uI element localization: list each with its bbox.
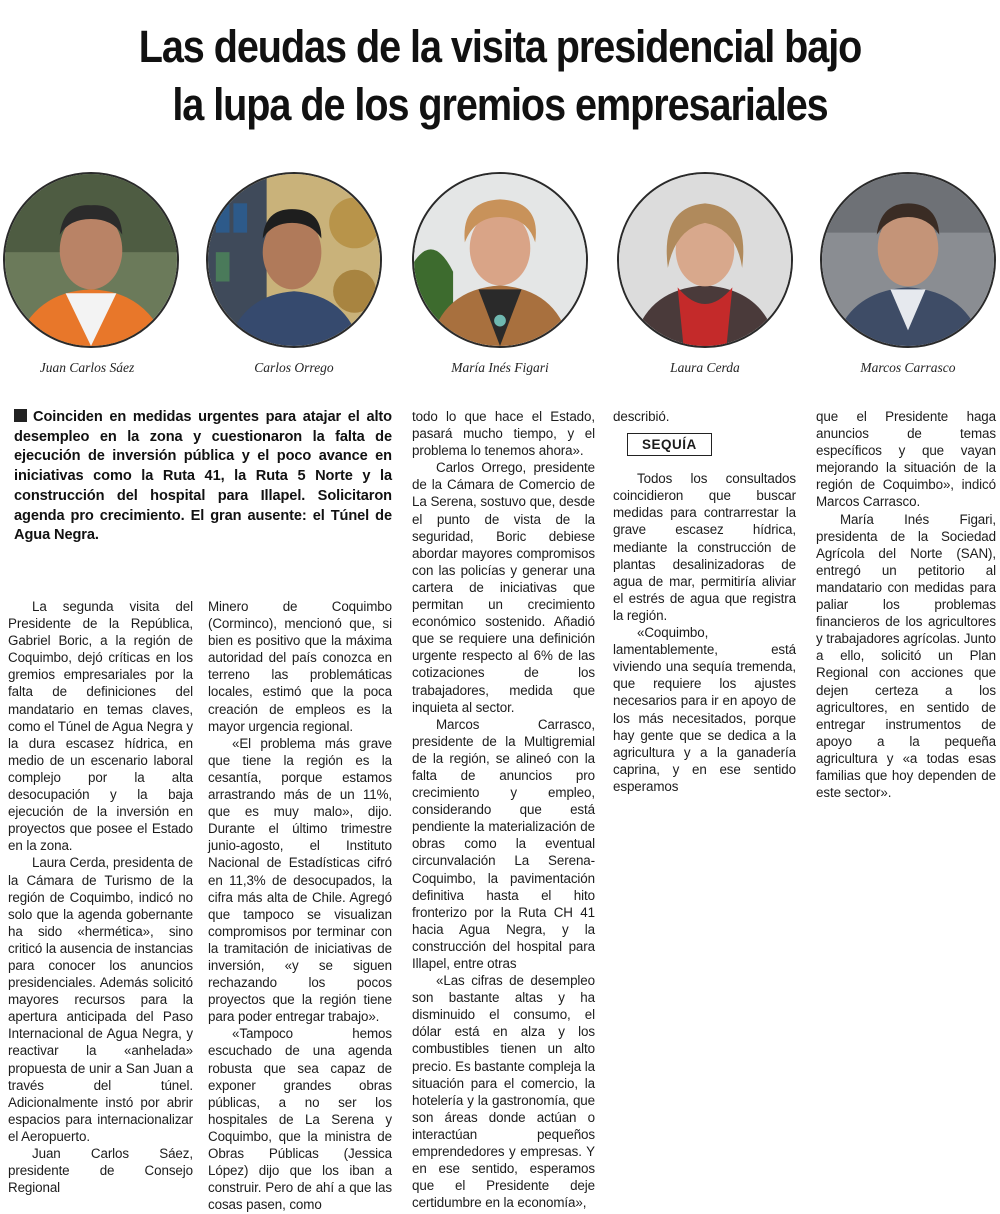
col3-paragraph-3: Marcos Carrasco, presidente de la Multigremial de la región, se alineó con la falta de anuncios pro crecimiento y empleo, considerando que está pendiente la materialización de obras como la eventual circunvalación La Serena-Coquimbo, la pavimentación definitiva hasta el hito fronterizo por la Ruta CH 41 hacia Agua Negra, y la construcción del hospital para Illapel, entre otras: [412, 716, 595, 971]
caption-carlos-orrego: Carlos Orrego: [254, 360, 334, 375]
col1-paragraph-1: La segunda visita del Presidente de la República, Gabriel Boric, a la región de Coquimbo, dejó críticas en los gremios empresariales por la falta de definiciones del mandatario en temas claves, como el Túnel de Agua Negra y la dura escasez hídrica, en medio de un escenario laboral complejo por la alta desocupación y la baja ejecución de la inversión en proyectos que posee el Estado en la zona.: [8, 599, 193, 854]
col5-paragraph-1: que el Presidente haga anuncios de temas específicos y que vayan mejorando la situación de la región de Coquimbo», indicó Marcos Carrasco.: [816, 409, 996, 510]
portrait-maria-ines-figari: [412, 172, 588, 348]
caption-maria-ines-figari: María Inés Figari: [451, 360, 549, 375]
col4-paragraph-2: «Coquimbo, lamentablemente, está viviendo una sequía tremenda, que requiere los ajustes necesarios para ir en apoyo de los más necesitados, porque hay gente que se dedica a la agricultura y a la ganadería caprina, y en ese sentido esperamos: [613, 625, 796, 794]
lead-paragraph: [14, 408, 392, 546]
headline-line-1: Las deudas de la visita presidencial bajo: [138, 21, 862, 72]
col2-paragraph-2: «El problema más grave que tiene la región es la cesantía, porque estamos arrastrando más de un 11%, que es muy malo», dijo. Durante el último trimestre junio-agosto, el Instituto Nacional de Estadísticas cifró en 11,3% de desocupados, la cifra más alta de Chile. Agregó que tampoco se visualizan compromisos por terminar con la tramitación de iniciativas de inversión, «y se siguen rechazando los pocos proyectos que la región tiene para poder entregar trabajo».: [208, 735, 392, 1025]
column-5: [816, 408, 996, 801]
col4-paragraph-1: Todos los consultados coincidieron que buscar medidas para contrarrestar la grave escasez hídrica, mediante la construcción de plantas desalinizadoras de agua de mar, permitiría aliviar el estrés de agua que registra la región.: [613, 471, 796, 623]
portrait-carlos-orrego: [206, 172, 382, 348]
headline-line-2: la lupa de los gremios empresariales: [172, 79, 828, 130]
column-4: [613, 408, 796, 795]
caption-laura-cerda: Laura Cerda: [670, 360, 740, 375]
section-heading-sequia: SEQUÍA: [627, 433, 712, 456]
lead-text: Coinciden en medidas urgentes para atajar el alto desempleo en la zona y cuestionaron la falta de ejecución de inversión pública y el poco avance en iniciativas como la Ruta 41, la Ruta 5 Norte y la construcción del hospital para Illapel. Solicitaron agenda pro crecimiento. El gran ausente: el Túnel de Agua Negra.: [14, 409, 392, 544]
col2-paragraph-3: «Tampoco hemos escuchado de una agenda robusta que sea capaz de exponer grandes obras públicas, a no ser los hospitales de La Serena y Coquimbo, que la ministra de Obras Públicas (Jessica López) dijo que los iban a construir. Pero de ahí a que las cosas pasen, como: [208, 1026, 392, 1213]
col2-paragraph-1: Minero de Coquimbo (Corminco), mencionó que, si bien es positivo que la máxima autoridad del país conozca en terreno las problemáticas locales, estimó que la poca creación de empleos es la mayor urgencia regional.: [208, 599, 392, 734]
portrait-laura-cerda: [617, 172, 793, 348]
col1-paragraph-2: Laura Cerda, presidenta de la Cámara de Turismo de la región de Coquimbo, indicó no solo que la agenda gobernante ha sido «hermética», sino criticó la ausencia de instancias para conocer los anuncios presidenciales. Además solicitó mayores recursos para la apertura anticipada del Paso Internacional de Agua Negra, y reactivar la «anhelada» propuesta de unir a San Juan a través del túnel. Adicionalmente instó por abrir espacios para internacionalizar el Aeropuerto.: [8, 855, 194, 1144]
headline: [60, 18, 940, 134]
col5-paragraph-2: María Inés Figari, presidenta de la Sociedad Agrícola del Norte (SAN), entregó un petitorio al mandatario con medidas para paliar los problemas financieros de los agricultores y trabajadores agrícolas. Junto a ello, solicitó un Plan Regional con acciones que dejen certeza a los agricultores, en sentido de entregar instrumentos de apoyo a la pequeña agricultura y «a todas esas familias que hoy dependen de este sector».: [816, 511, 997, 801]
lead-square-icon: [14, 409, 27, 422]
portrait-row: [0, 172, 1000, 352]
col4-top: describió.: [613, 409, 670, 424]
col3-paragraph-1: todo lo que hace el Estado, pasará mucho tiempo, y el problema lo tenemos ahora».: [412, 409, 595, 459]
column-2: [208, 598, 392, 1213]
portrait-juan-carlos-saez: [3, 172, 179, 348]
col3-paragraph-4: «Las cifras de desempleo son bastante altas y ha disminuido el consumo, el dólar está en alza y los combustibles tienen un alto precio. Es bastante compleja la situación para el comercio, la hotelería y la gastronomía, que son áreas donde actúan o interactúan pequeños emprendedores y empresas. Y en ese sentido, esperamos que el Presidente deje certidumbre en la economía»,: [412, 973, 595, 1211]
caption-juan-carlos-saez: Juan Carlos Sáez: [39, 360, 135, 375]
caption-marcos-carrasco: Marcos Carrasco: [860, 360, 956, 375]
col1-paragraph-3: Juan Carlos Sáez, presidente de Consejo Regional: [8, 1146, 193, 1196]
col3-paragraph-2: Carlos Orrego, presidente de la Cámara de Comercio de La Serena, sostuvo que, desde el punto de vista de la seguridad, Boric debiese abordar mayores compromisos con las policías y generar una cartera de iniciativas que permitan un crecimiento económico sostenido. Añadió que se requiere una definición urgente respecto al 6% de las cotizaciones de los trabajadores, medida que inquieta al sector.: [412, 460, 595, 715]
column-3: [412, 408, 595, 1211]
portrait-marcos-carrasco: [820, 172, 996, 348]
column-1: [8, 598, 193, 1196]
